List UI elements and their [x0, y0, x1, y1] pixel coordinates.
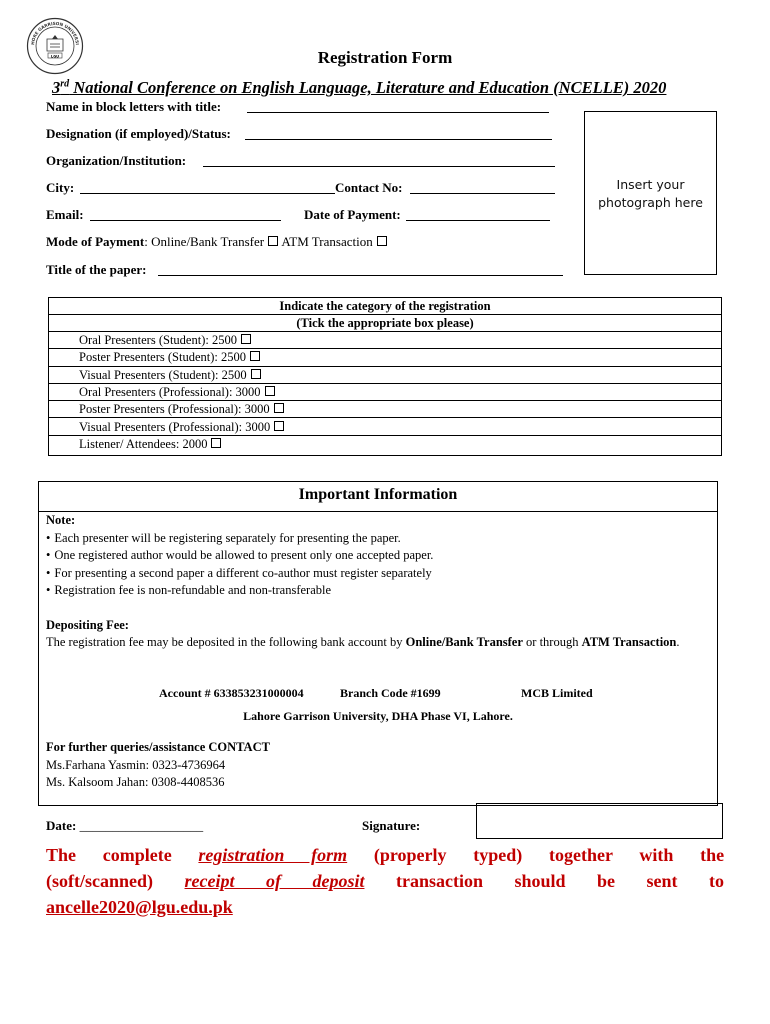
checkbox-icon[interactable]: [241, 334, 251, 344]
signature-label: Signature:: [362, 818, 421, 833]
payment-date-label: Date of Payment:: [304, 207, 401, 222]
note-item: • Registration fee is non-refundable and non-transferable: [46, 582, 710, 600]
checkbox-icon[interactable]: [251, 369, 261, 379]
contact-item: Ms.Farhana Yasmin: 0323-4736964: [46, 757, 226, 772]
email-label: Email:: [46, 207, 84, 222]
contact-item: Ms. Kalsoom Jahan: 0308-4408536: [46, 775, 225, 789]
organization-input-line[interactable]: [203, 166, 555, 167]
bank-address: Lahore Garrison University, DHA Phase VI, Lahore.: [243, 709, 513, 723]
photo-box[interactable]: [584, 111, 717, 275]
city-input-line[interactable]: [80, 193, 335, 194]
info-title: Important Information: [39, 482, 717, 512]
city-label: City:: [46, 180, 75, 195]
online-checkbox[interactable]: [268, 236, 278, 246]
date-field[interactable]: Date: ___________________: [46, 818, 204, 833]
logo-text: HORE GARRISON UNIVERSI: [29, 20, 80, 46]
deposit-label: Depositing Fee:: [46, 617, 129, 632]
note-item: • For presenting a second paper a different co-author must register separately: [46, 565, 710, 583]
payment-mode: Mode of Payment: Online/Bank Transfer ATM Transaction: [46, 234, 387, 250]
contact-email-link[interactable]: ancelle2020@lgu.edu.pk: [46, 897, 233, 917]
bank-name: MCB Limited: [521, 686, 593, 700]
category-option[interactable]: Poster Presenters (Student): 2500: [49, 349, 721, 366]
payment-date-input-line[interactable]: [406, 220, 550, 221]
paper-title-label: Title of the paper:: [46, 262, 147, 277]
logo-abbr: LGU: [50, 54, 60, 59]
category-option[interactable]: Listener/ Attendees: 2000: [49, 436, 721, 453]
name-label: Name in block letters with title:: [46, 99, 222, 114]
category-header: Indicate the category of the registration: [49, 298, 721, 315]
instruction-line-2: (soft/scanned) receipt of deposit transaction should be sent to: [46, 871, 725, 891]
checkbox-icon[interactable]: [211, 438, 221, 448]
checkbox-icon[interactable]: [274, 421, 284, 431]
category-option[interactable]: Visual Presenters (Student): 2500: [49, 367, 721, 384]
conference-title: 3rd National Conference on English Language, Literature and Education (NCELLE) 2020: [52, 78, 667, 97]
important-info-box: [38, 481, 718, 806]
category-option[interactable]: Oral Presenters (Professional): 3000: [49, 384, 721, 401]
category-option[interactable]: Oral Presenters (Student): 2500: [49, 332, 721, 349]
deposit-text: The registration fee may be deposited in the following bank account by Online/Bank Transfer or through ATM Transaction.: [46, 635, 680, 649]
designation-label: Designation (if employed)/Status:: [46, 126, 231, 141]
designation-input-line[interactable]: [245, 139, 552, 140]
checkbox-icon[interactable]: [250, 351, 260, 361]
note-item: • One registered author would be allowed to present only one accepted paper.: [46, 547, 710, 565]
email-input-line[interactable]: [90, 220, 281, 221]
signature-box[interactable]: [476, 803, 723, 839]
category-option[interactable]: Visual Presenters (Professional): 3000: [49, 419, 721, 436]
category-option[interactable]: Poster Presenters (Professional): 3000: [49, 401, 721, 418]
note-label: Note:: [46, 513, 76, 527]
instruction-line-1: The complete registration form (properly typed) together with the: [46, 845, 725, 865]
note-item: • Each presenter will be registering separately for presenting the paper.: [46, 530, 710, 548]
contact-input-line[interactable]: [410, 193, 555, 194]
account-number: Account # 633853231000004: [159, 686, 304, 700]
name-input-line[interactable]: [247, 112, 549, 113]
checkbox-icon[interactable]: [265, 386, 275, 396]
category-subheader: (Tick the appropriate box please): [49, 315, 721, 332]
organization-label: Organization/Institution:: [46, 153, 187, 168]
checkbox-icon[interactable]: [274, 403, 284, 413]
form-title: Registration Form: [317, 48, 453, 67]
paper-title-input-line[interactable]: [158, 275, 563, 276]
contact-label: For further queries/assistance CONTACT: [46, 740, 270, 754]
contact-label: Contact No:: [335, 180, 403, 195]
photo-placeholder: Insert your photograph here: [598, 177, 703, 210]
branch-code: Branch Code #1699: [340, 686, 441, 700]
category-table: [48, 297, 722, 456]
atm-checkbox[interactable]: [377, 236, 387, 246]
